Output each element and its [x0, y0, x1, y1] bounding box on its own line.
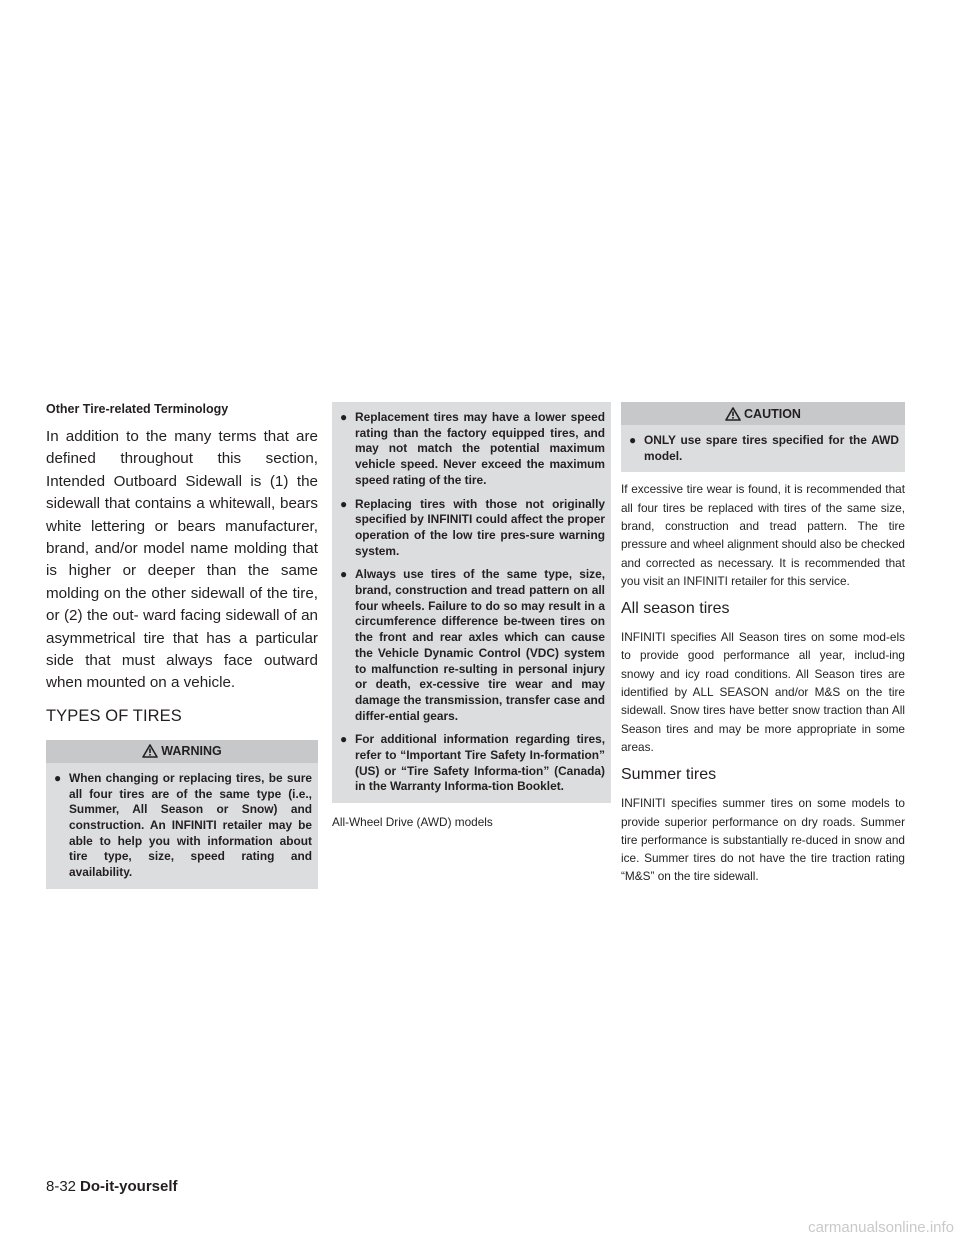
warning-item [338, 497, 605, 560]
caution-triangle-icon [725, 407, 741, 421]
bullet-icon: ● [340, 732, 348, 747]
warning-list-continued [338, 410, 605, 795]
caution-box [621, 402, 905, 472]
bullet-icon: ● [340, 496, 348, 511]
all-season-paragraph: INFINITI specifies All Season tires on some mod-els to provide good performance all year, includ-ing snowy and icy road conditions. All Season tires are identified by ALL SEASON and/or M&S on the tire sidewall. Snow tires have better snow traction than All Season tires and may be more appropriate in some areas. [621, 630, 905, 754]
para-line: contains a whitewall, bears white lettering [46, 495, 318, 535]
para-line: vehicle. [183, 674, 236, 692]
page-footer [46, 1178, 178, 1195]
para-line: defined throughout this section, Intended [46, 450, 318, 490]
watermark: carmanualsonline.info [808, 1219, 954, 1236]
page-number: 8-32 [46, 1178, 77, 1195]
caution-item-text: ONLY use spare tires specified for the AWD model. [644, 433, 899, 463]
warning-item [338, 567, 605, 724]
warning-item-text: Replacing tires with those not originally specified by INFINITI could affect the proper operation of the low tire pres-sure warning system. [355, 496, 605, 558]
warning-triangle-icon [142, 744, 158, 758]
para-line: or bears manufacturer, brand, and/or [46, 517, 318, 558]
left-column [46, 402, 318, 889]
awd-models-label: All-Wheel Drive (AWD) models [332, 815, 493, 830]
right-column [621, 402, 905, 896]
types-of-tires-title: TYPES OF TIRES [46, 706, 182, 725]
warning-list [52, 771, 312, 881]
footer-section: Do-it-yourself [80, 1178, 178, 1195]
warning-item [338, 732, 605, 795]
warning-item-text: When changing or replacing tires, be sure all four tires are of the same type (i.e., Summer, All Season or Snow) and construction. An INFINITI retailer may be able to help you with information about tire type, size, speed rating and availability. [69, 770, 312, 880]
warning-item [52, 771, 312, 881]
warning-item-text: Replacement tires may have a lower speed rating than the factory equipped tires, and may not match the potential maximum vehicle speed. Never exceed the maximum speed rating of the tire. [355, 410, 605, 487]
warning-item-text: Always use tires of the same type, size, brand, construction and tread pattern on all four wheels. Failure to do so may result in a circumference difference be-tween tires on the front and rear axles which can cause the Vehicle Dynamic Control (VDC) system to malfunction re-sulting in personal injury or death, ex-cessive tire wear and may damage the transmission, transfer case and differ-ential gears. [355, 567, 605, 723]
para-line: In addition to the many terms that are [46, 428, 318, 445]
para-line: ward facing sidewall of an asymmetrical [46, 607, 318, 647]
warning-box-continued [332, 402, 611, 803]
para-line: model name molding that is higher or [46, 540, 318, 580]
para-line: other sidewall of the tire, or (2) the out- [46, 584, 318, 625]
caution-header [621, 402, 905, 425]
bullet-icon: ● [629, 433, 637, 447]
caution-item [627, 433, 899, 464]
warning-item [338, 410, 605, 489]
tire-wear-paragraph: If excessive tire wear is found, it is recommended that all four tires be replaced with tires of the same size, brand, construction and tread pattern. The tire pressure and wheel alignment should also be checked and corrected as necessary. It is recommended that you visit an INFINITI retailer for this service. [621, 482, 905, 588]
warning-title: WARNING [161, 744, 222, 759]
caution-title: CAUTION [744, 406, 801, 421]
summer-paragraph: INFINITI specifies summer tires on some models to provide superior performance on dry roads. Summer tire performance is substantially re-duced in snow and ice. Summer tires do not have the tire traction rating “M&S” on the tire sidewall. [621, 796, 905, 884]
bullet-icon: ● [54, 770, 62, 785]
caution-list [627, 433, 899, 464]
all-season-title: All season tires [621, 600, 730, 618]
warning-item-text: For additional information regarding tires, refer to “Important Tire Safety In-formation” (US) or “Tire Safety Informa-tion” (Canada) in the Warranty Informa-tion Booklet. [355, 732, 605, 794]
warning-header [46, 740, 318, 763]
terminology-paragraph [46, 426, 318, 695]
para-line: always face outward when mounted on a [46, 652, 318, 692]
para-line: deeper than the same molding on the [46, 562, 318, 602]
warning-box [46, 740, 318, 889]
terminology-heading: Other Tire-related Terminology [46, 402, 229, 416]
bullet-icon: ● [340, 567, 348, 582]
bullet-icon: ● [340, 410, 348, 424]
para-line: Outboard Sidewall is (1) the sidewall that [46, 472, 318, 513]
middle-column [332, 402, 611, 841]
summer-title: Summer tires [621, 766, 717, 784]
para-line: tire that has a particular side that must [46, 629, 318, 670]
